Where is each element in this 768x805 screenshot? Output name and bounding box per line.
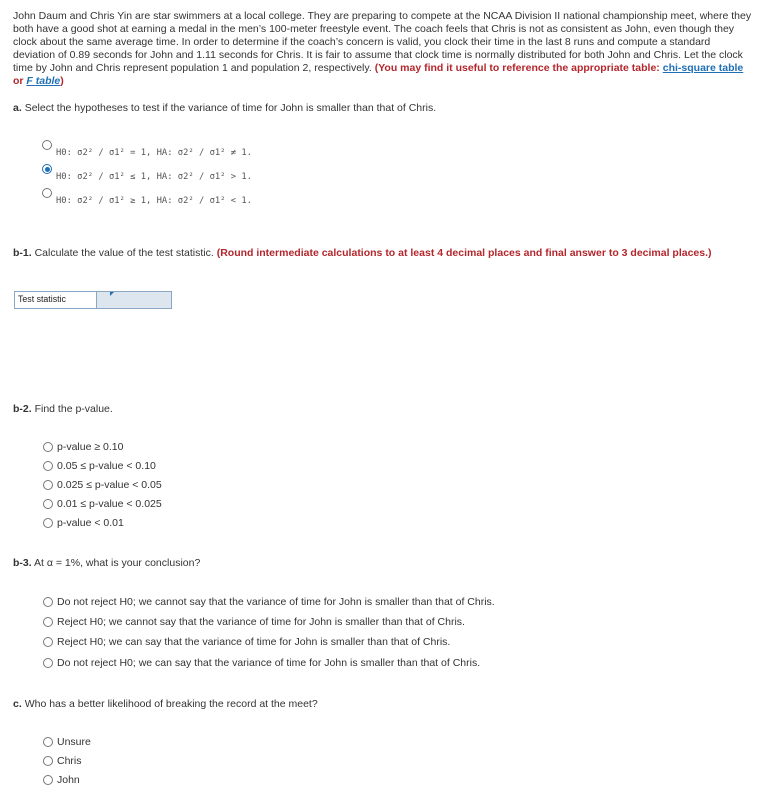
hypothesis-text: H0: σ2² / σ1² ≥ 1, HA: σ2² / σ1² < 1.: [56, 196, 252, 206]
chi-square-table-link[interactable]: chi-square table: [662, 62, 744, 74]
hypothesis-text: H0: σ2² / σ1² = 1, HA: σ2² / σ1² ≠ 1.: [56, 148, 252, 158]
f-table-link[interactable]: F table: [26, 75, 61, 87]
table-note: (You may find it useful to reference the appropriate table: chi-square table or F table): [13, 62, 744, 87]
conclusion-option-2[interactable]: Reject H0; we cannot say that the variance of time for John is smaller than that of Chris.: [43, 616, 465, 628]
pvalue-option-2[interactable]: 0.05 ≤ p-value < 0.10: [43, 460, 156, 472]
test-statistic-input[interactable]: [97, 292, 171, 308]
record-option-chris[interactable]: Chris: [43, 755, 82, 767]
radio-button[interactable]: [43, 617, 53, 627]
radio-button[interactable]: [42, 140, 52, 150]
problem-intro: [13, 10, 755, 88]
intro-text: John Daum and Chris Yin are star swimmers at a local college. They are preparing to compete at the NCAA Division II national championship meet, where they both have a good shot at earning a medal in the men’s 100-meter freestyle event. The coach feels that Chris is not as consistent as John, even though they clock about the same average time. In order to determine if the coach’s concern is valid, you clock their time in the last 8 runs and compute a standard deviation of 0.89 seconds for John and 1.11 seconds for Chris. It is fair to assume that clock time is normally distributed for both John and Chris. Let the clock time by John and Chris represent population 1 and population 2, respectively.: [13, 10, 752, 74]
part-a-question: a. Select the hypotheses to test if the variance of time for John is smaller than that of Chris.: [13, 102, 437, 114]
radio-button[interactable]: [43, 442, 53, 452]
radio-button[interactable]: [43, 756, 53, 766]
radio-button[interactable]: [43, 499, 53, 509]
pvalue-option-3[interactable]: 0.025 ≤ p-value < 0.05: [43, 479, 162, 491]
radio-button[interactable]: [43, 461, 53, 471]
record-option-john[interactable]: John: [43, 774, 80, 786]
hypothesis-text: H0: σ2² / σ1² ≤ 1, HA: σ2² / σ1² > 1.: [56, 172, 252, 182]
part-b1-question: b-1. Calculate the value of the test statistic. (Round intermediate calculations to at least 4 decimal places and final answer to 3 decimal places.): [13, 247, 712, 259]
record-option-unsure[interactable]: Unsure: [43, 736, 91, 748]
part-b3-question: b-3. At α = 1%, what is your conclusion?: [13, 557, 201, 569]
conclusion-option-3[interactable]: Reject H0; we can say that the variance of time for John is smaller than that of Chris.: [43, 636, 450, 648]
radio-button[interactable]: [43, 737, 53, 747]
radio-button[interactable]: [43, 637, 53, 647]
radio-button[interactable]: [43, 658, 53, 668]
pvalue-option-1[interactable]: p-value ≥ 0.10: [43, 441, 123, 453]
radio-button-selected[interactable]: [42, 164, 52, 174]
pvalue-option-4[interactable]: 0.01 ≤ p-value < 0.025: [43, 498, 162, 510]
part-c-question: c. Who has a better likelihood of breaking the record at the meet?: [13, 698, 318, 710]
radio-button[interactable]: [42, 188, 52, 198]
radio-button[interactable]: [43, 775, 53, 785]
radio-button[interactable]: [43, 597, 53, 607]
conclusion-option-1[interactable]: Do not reject H0; we cannot say that the variance of time for John is smaller than that of Chris.: [43, 596, 495, 608]
radio-button[interactable]: [43, 480, 53, 490]
field-corner-marker: [110, 292, 114, 296]
part-b2-question: b-2. Find the p-value.: [13, 403, 113, 415]
conclusion-option-4[interactable]: Do not reject H0; we can say that the variance of time for John is smaller than that of Chris.: [43, 657, 480, 669]
pvalue-option-5[interactable]: p-value < 0.01: [43, 517, 124, 529]
test-statistic-label: Test statistic: [15, 292, 97, 308]
radio-button[interactable]: [43, 518, 53, 528]
test-statistic-row: [14, 291, 172, 309]
rounding-note: (Round intermediate calculations to at least 4 decimal places and final answer to 3 decimal places.): [216, 247, 712, 259]
